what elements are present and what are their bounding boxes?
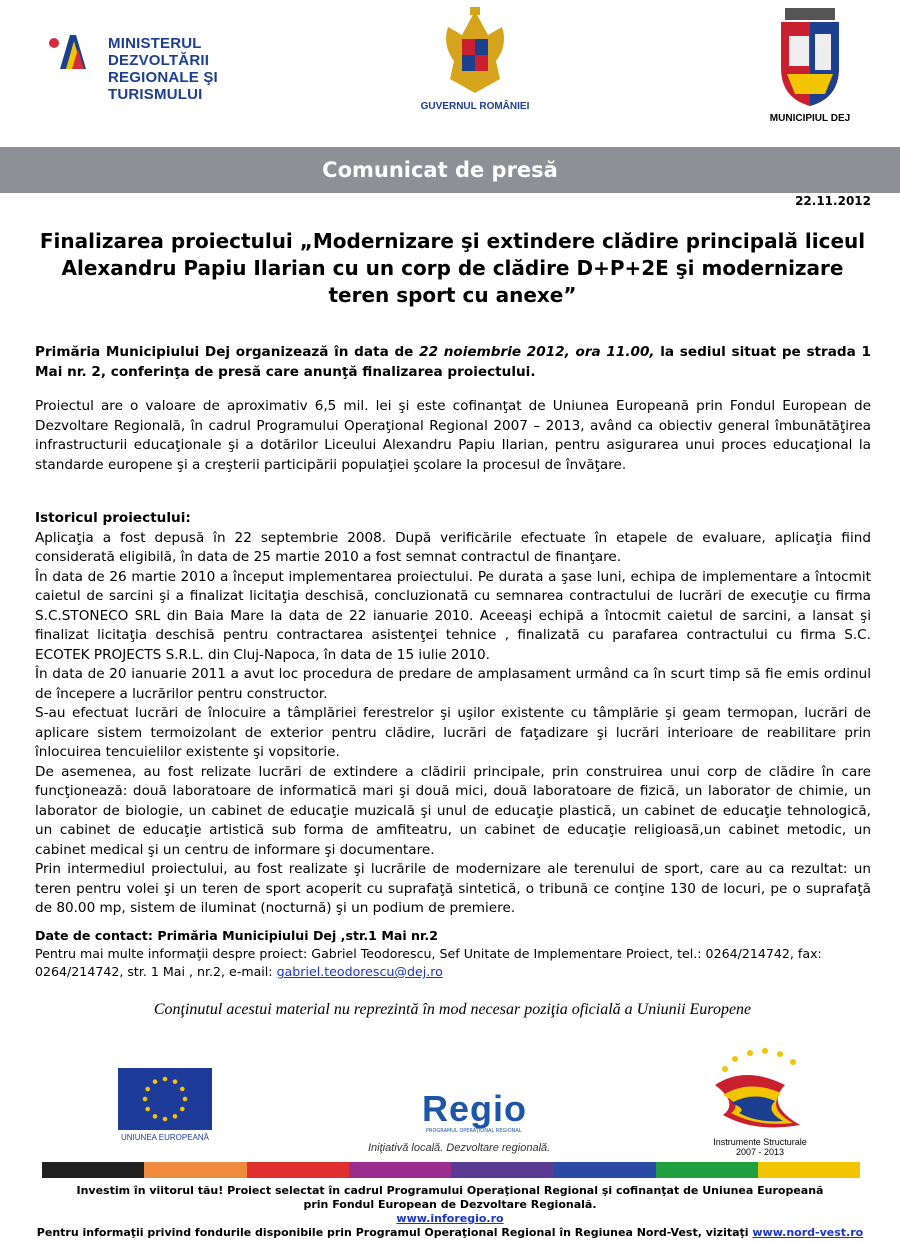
color-stripe-segment [451, 1162, 553, 1178]
government-label: GUVERNUL ROMÂNIEI [420, 101, 530, 112]
regio-wordmark: Regio [422, 1088, 528, 1129]
contact-heading: Date de contact: Primăria Municipiului Dej ,str.1 Mai nr.2 [35, 928, 438, 943]
inforegio-link[interactable]: www.inforegio.ro [396, 1212, 504, 1225]
history-paragraph-1: Aplicaţia a fost depusă în 22 septembrie 2008. După verificările efectuate în etapele de evaluare, aplicaţia fiind considerată eligibilă, în data de 25 martie 2010 a fost semnat contractul de finanţare. [35, 529, 871, 565]
eu-disclaimer: Conţinutul acestui material nu reprezintă în mod necesar poziţia oficială a Uniunii Europene [153, 1001, 752, 1018]
headline: Finalizarea proiectului „Modernizare şi extindere clădire principală liceul Alexandru Papiu Ilarian cu un corp de clădire D+P+2E şi modernizare teren sport cu anexe” [39, 229, 866, 307]
color-stripe-segment [144, 1162, 246, 1178]
footer [0, 1184, 900, 1240]
eu-logo [118, 1068, 212, 1148]
intro-date-emphasis: 22 noiembrie 2012, ora 11.00, [419, 344, 655, 360]
ministry-name [108, 35, 278, 103]
contact-section [35, 927, 871, 981]
footer-line-4 [0, 1226, 900, 1240]
eu-star-icon [180, 1107, 185, 1112]
color-stripe [42, 1162, 860, 1178]
contact-text: Pentru mai multe informaţii despre proiect: Gabriel Teodorescu, Sef Unitate de Implementare Proiect, tel.: 0264/214742, fax: 0264/214742, str. 1 Mai , nr.2, e-mail: [35, 946, 822, 979]
regio-tagline: Iniţiativă locală. Dezvoltare regională. [368, 1142, 551, 1154]
history-paragraph-3: În data de 20 ianuarie 2011 a avut loc procedura de predare de amplasament urmând ca în scurt timp să fie emis ordinul de începere a lucrărilor pentru constructor. [35, 666, 871, 702]
press-release-banner [0, 147, 900, 193]
municipality-logo [755, 8, 865, 128]
footer-line-2: prin Fondul European de Dezvoltare Regională. [303, 1198, 597, 1211]
history-paragraph-4: S-au efectuat lucrări de înlocuire a tâmplăriei ferestrelor şi uşilor existente cu tâmplărie şi geam termopan, lucrări de aplicare sistem termoizolant de exterior pentru clădire, lucrări de faţadizare şi lucrări interioare de reabilitare prin înlocuirea tencuielilor existente şi vopsitorie. [35, 705, 871, 760]
footer-line-4-text: Pentru informaţii privind fondurile disponibile prin Programul Operaţional Regional în Regiunea Nord-Vest, vizitaţi [36, 1226, 753, 1239]
intro-text-after: la sediul situat pe strada 1 Mai nr. 2, conferinţa de presă care anunţă finalizarea proiectului. [35, 344, 871, 380]
color-stripe-segment [656, 1162, 758, 1178]
ministry-name-line2: REGIONALE ŞI TURISMULUI [108, 69, 218, 103]
color-stripe-segment [247, 1162, 349, 1178]
eu-star-icon [183, 1097, 188, 1102]
dej-coat-of-arms-icon [775, 8, 845, 108]
color-stripe-segment [553, 1162, 655, 1178]
municipality-label: MUNICIPIUL DEJ [769, 113, 851, 124]
intro-text-before: Primăria Municipiului Dej organizează în data de [35, 344, 420, 360]
eu-star-icon [145, 1087, 150, 1092]
release-date: 22.11.2012 [795, 194, 871, 208]
structural-instruments-emblem-icon [705, 1045, 815, 1137]
structural-instruments-label [695, 1137, 825, 1157]
structural-instruments-years: 2007 - 2013 [735, 1147, 785, 1157]
eu-star-icon [145, 1107, 150, 1112]
government-logo [405, 5, 545, 115]
romania-coat-of-arms-icon [440, 5, 510, 97]
contact-email-link[interactable]: gabriel.teodorescu@dej.ro [276, 964, 443, 979]
project-paragraph: Proiectul are o valoare de aproximativ 6,5 mil. lei şi este cofinanţat de Uniunea Europeană prin Fondul European de Dezvoltare Regională, în cadrul Programului Operaţional Regional 2007 – 2013, având ca obiectiv general îmbunătăţirea infrastructurii educaţionale şi a dotărilor Liceului Alexandru Papiu Ilarian, pentru asigurarea unui proces educaţional la standarde europene şi a creşterii participării populaţiei şcolare la procesul de învăţare. [35, 398, 871, 473]
banner-title: Comunicat de presă [322, 158, 558, 182]
history-paragraph-5: De asemenea, au fost relizate lucrări de extindere a clădirii principale, prin construirea unui corp de clădire în care funcţionează: două laboratoare de informatică mari şi două mici, două laboratoare de fizică, un laborator de chimie, un laborator de biologie, un cabinet de educaţie muzicală şi unul de educaţie plastică, un cabinet de educaţie tehnologică, un cabinet de educaţie artistică sub forma de amfiteatru, un cabinet de educaţie religioasă,un cabinet metodic, un cabinet medical şi un centru de informare şi documentare. [35, 763, 871, 858]
project-history [35, 509, 871, 919]
history-heading: Istoricul proiectului: [35, 510, 191, 526]
footer-line-1: Investim în viitorul tău! Proiect selectat în cadrul Programului Operaţional Regional şi cofinanţat de Uniunea Europeană [76, 1184, 824, 1197]
eu-star-icon [153, 1079, 158, 1084]
color-stripe-segment [758, 1162, 860, 1178]
eu-star-icon [173, 1114, 178, 1119]
eu-star-icon [143, 1097, 148, 1102]
structural-instruments-logo [705, 1045, 815, 1165]
ministry-name-line1: MINISTERUL DEZVOLTĂRII [108, 35, 210, 69]
regio-program-label: PROGRAMUL OPERAŢIONAL REGIONAL [426, 1128, 522, 1134]
intro-paragraph [35, 343, 871, 382]
regio-logo [368, 1088, 608, 1158]
structural-instruments-name: Instrumente Structurale [713, 1137, 807, 1147]
eu-label: UNIUNEA EUROPEANĂ [120, 1133, 210, 1142]
color-stripe-segment [42, 1162, 144, 1178]
ministry-logo [48, 27, 278, 103]
color-stripe-segment [349, 1162, 451, 1178]
nord-vest-link[interactable]: www.nord-vest.ro [752, 1226, 864, 1239]
eu-flag-icon [118, 1068, 212, 1130]
eu-star-icon [153, 1114, 158, 1119]
eu-star-icon [180, 1087, 185, 1092]
contact-details [35, 945, 871, 981]
eu-star-icon [163, 1117, 168, 1122]
history-paragraph-6: Prin intermediul proiectului, au fost realizate şi lucrările de modernizare ale terenului de sport, care au ca rezultat: un teren pentru volei şi un teren de sport acoperit cu suprafaţă sintetică, o tribună ce conţine 130 de locuri, pe o suprafaţă de 80.00 mp, sistem de iluminat (nocturnă) şi un podium de premiere. [35, 861, 871, 916]
history-paragraph-2: În data de 26 martie 2010 a început implementarea proiectului. Pe durata a şase luni, echipa de implementare a întocmit caietul de sarcini şi a finalizat licitaţia deschisă, concluzionată cu semnarea contractului de lucrări de execuţie cu firma S.C.STONECO SRL din Baia Mare la data de 22 ianuarie 2010. Aceeaşi echipă a întocmit caietul de sarcini, a lansat şi finalizat licitaţia deschisă pentru contractarea asistenţei tehnice , finalizată cu parafarea contractului cu firma S.C. ECOTEK PROJECTS S.R.L. din Cluj-Napoca, în data de 15 iulie 2010. [35, 568, 871, 663]
ministry-emblem-icon [48, 31, 96, 71]
eu-star-icon [173, 1079, 178, 1084]
eu-star-icon [163, 1077, 168, 1082]
